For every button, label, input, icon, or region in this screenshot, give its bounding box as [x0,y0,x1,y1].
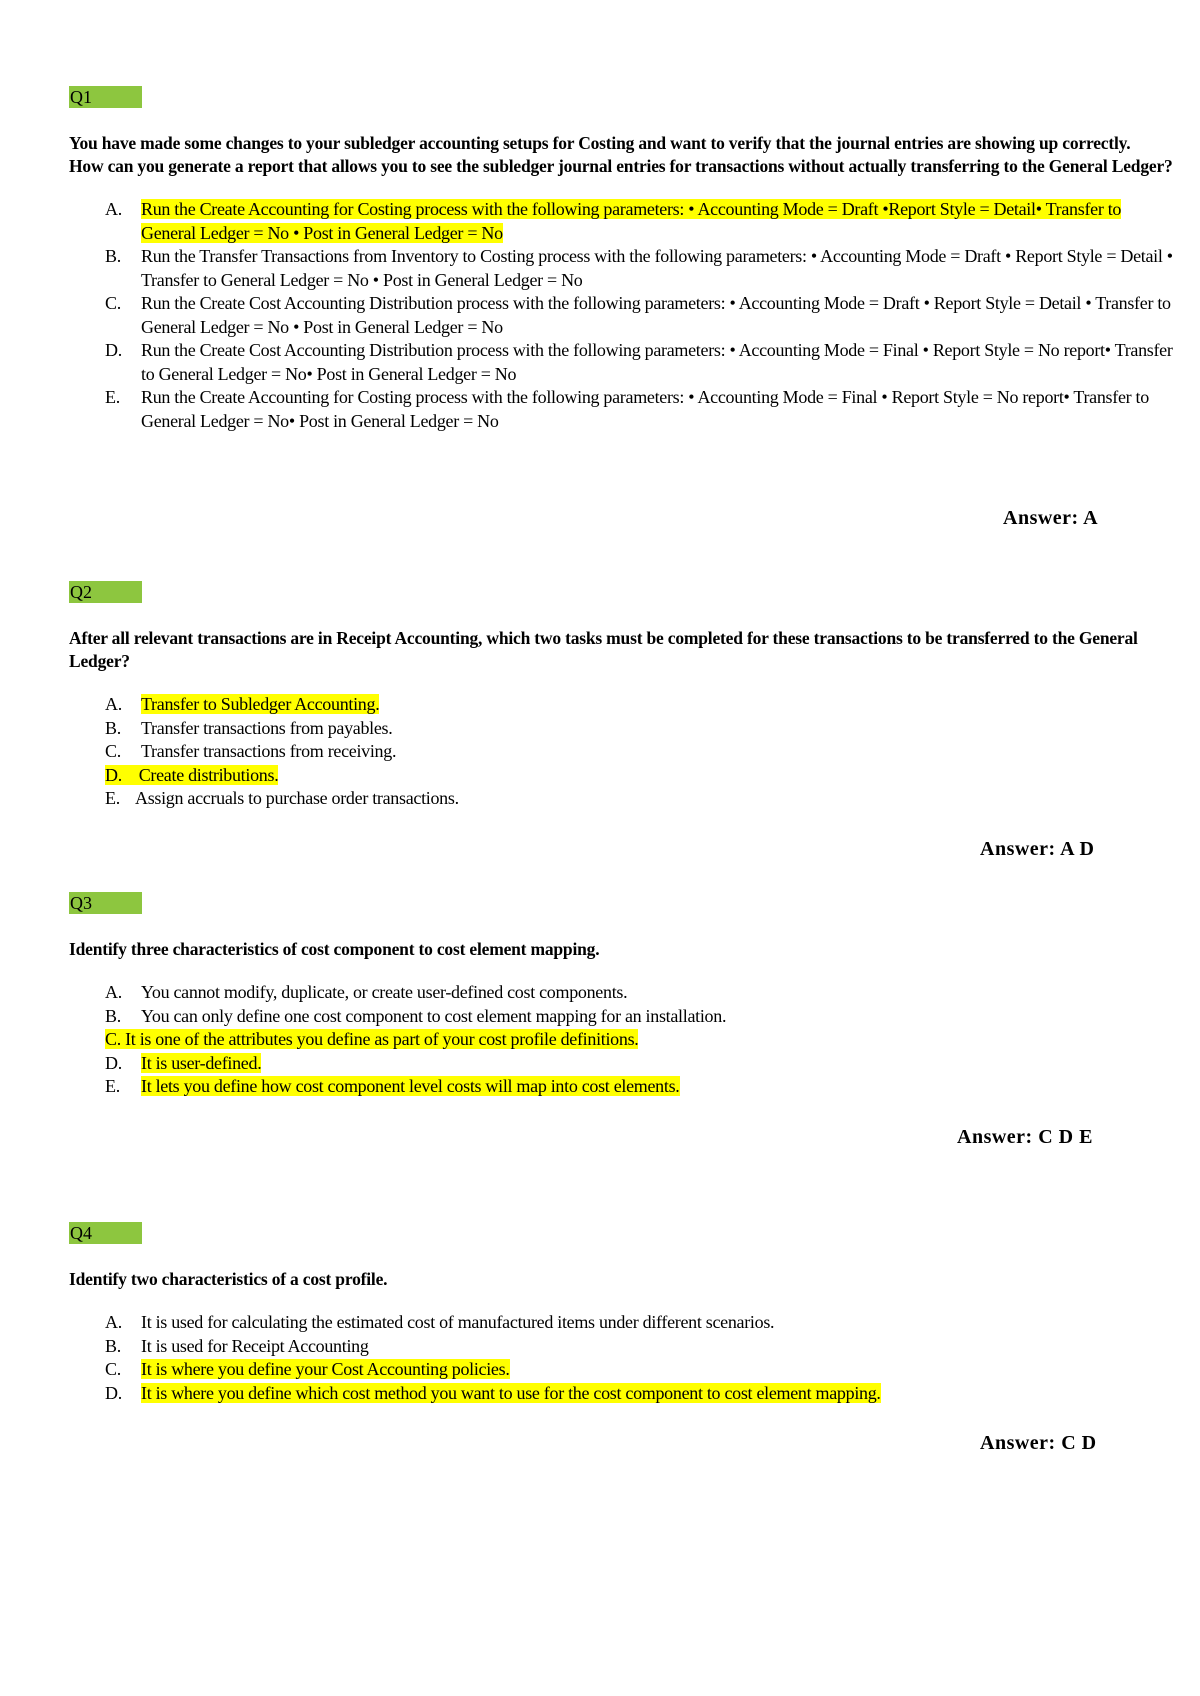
option-highlight [105,765,278,785]
options-list [69,198,1179,433]
option-a [69,981,1179,1005]
option-text: Transfer to Subledger Accounting. [141,694,380,714]
question-text-line: You have made some changes to your subledger accounting setups for Costing and want to verify that the journal entries are showing up correctly. [69,133,1131,153]
option-letter: A. [105,982,122,1002]
option-text: You can only define one cost component to cost element mapping for an installation. [141,1005,727,1026]
option-c [69,1028,1179,1052]
option-b [69,1335,1179,1359]
option-letter: B. [105,1335,121,1356]
answer-1: Answer: A [1003,507,1099,529]
option-letter: D. [105,1052,122,1073]
option-e [69,787,1179,811]
answer-3: Answer: C D E [957,1126,1093,1148]
option-letter: B. [105,1005,121,1026]
option-d [69,339,1179,386]
option-text: It is where you define your Cost Accounting policies. [141,1359,510,1379]
option-letter: E. [105,387,120,407]
option-letter: B. [105,246,121,266]
option-text: Assign accruals to purchase order transactions. [135,788,459,808]
option-text: Run the Create Cost Accounting Distribution process with the following parameters: • Accounting Mode = Final • Report Style = No report• Transfer to General Ledger = No• Post in General Ledger = No [141,340,1173,384]
option-letter: C. [105,1359,121,1379]
answer-4: Answer: C D [980,1432,1097,1454]
option-text: Run the Transfer Transactions from Inventory to Costing process with the following parameters: • Accounting Mode = Draft • Report Style = Detail • Transfer to General Ledger = No • Post in General Ledger = No [141,246,1173,290]
option-text: It is used for calculating the estimated cost of manufactured items under different scenarios. [141,1312,775,1332]
question-2 [69,581,1179,811]
option-letter: A. [105,694,122,714]
question-text-line: Identify three characteristics of cost component to cost element mapping. [69,939,600,959]
question-1 [69,86,1179,433]
answer-2: Answer: A D [980,838,1095,860]
question-text-line: Identify two characteristics of a cost profile. [69,1269,388,1289]
question-text [69,132,1179,178]
option-letter: D. [105,340,122,360]
question-3 [69,892,1179,1099]
option-letter: C. [105,1029,121,1049]
option-b [69,245,1179,292]
option-text: It is user-defined. [141,1052,262,1073]
question-text [69,627,1179,673]
option-b [69,717,1179,741]
option-text: Run the Create Cost Accounting Distribution process with the following parameters: • Accounting Mode = Draft • Report Style = Detail • Transfer to General Ledger = No • Post in General Ledger = No [141,293,1171,337]
option-d [69,1052,1179,1076]
option-c [69,1358,1179,1382]
option-text: It is where you define which cost method you want to use for the cost component to cost element mapping. [141,1382,881,1403]
question-text-line: After all relevant transactions are in Receipt Accounting, which two tasks must be completed for these transactions to be transferred to the General Ledger? [69,628,1138,671]
option-e [69,1075,1179,1099]
option-e [69,386,1179,433]
option-a [69,198,1179,245]
option-letter: B. [105,717,121,738]
options-list [69,981,1179,1099]
question-label: Q3 [69,892,142,914]
option-text: It lets you define how cost component level costs will map into cost elements. [141,1076,680,1096]
option-text: Transfer transactions from payables. [141,717,393,738]
options-list [69,693,1179,811]
option-d [69,1382,1179,1406]
question-text [69,938,1179,961]
option-letter: D. [105,764,122,785]
option-text: Run the Create Accounting for Costing process with the following parameters: • Accounting Mode = Draft •Report Style = Detail• Transfer to General Ledger = No • Post in General Ledger = No [141,199,1122,243]
option-text: It is one of the attributes you define as part of your cost profile definitions. [125,1029,639,1049]
option-c [69,292,1179,339]
option-b [69,1005,1179,1029]
option-text: Transfer transactions from receiving. [141,741,397,761]
option-letter: E. [105,1076,120,1096]
option-d [69,764,1179,788]
option-a [69,1311,1179,1335]
option-letter: D. [105,1382,122,1403]
option-text: It is used for Receipt Accounting [141,1335,369,1356]
option-c [69,740,1179,764]
option-letter: A. [105,199,122,219]
option-text: You cannot modify, duplicate, or create user-defined cost components. [141,982,628,1002]
question-label: Q4 [69,1222,142,1244]
question-label: Q2 [69,581,142,603]
option-text: Run the Create Accounting for Costing process with the following parameters: • Accounting Mode = Final • Report Style = No report• Transfer to General Ledger = No• Post in General Ledger = No [141,387,1149,431]
option-letter: C. [105,741,121,761]
question-text-line: How can you generate a report that allows you to see the subledger journal entries for transactions without actually transferring to the General Ledger? [69,156,1173,176]
option-highlight [105,1029,638,1049]
question-4 [69,1222,1179,1405]
option-a [69,693,1179,717]
question-label: Q1 [69,86,142,108]
question-text [69,1268,1179,1291]
option-letter: A. [105,1312,122,1332]
options-list [69,1311,1179,1405]
option-text: Create distributions. [134,764,279,785]
option-letter: C. [105,293,121,313]
option-letter: E. [105,788,120,808]
